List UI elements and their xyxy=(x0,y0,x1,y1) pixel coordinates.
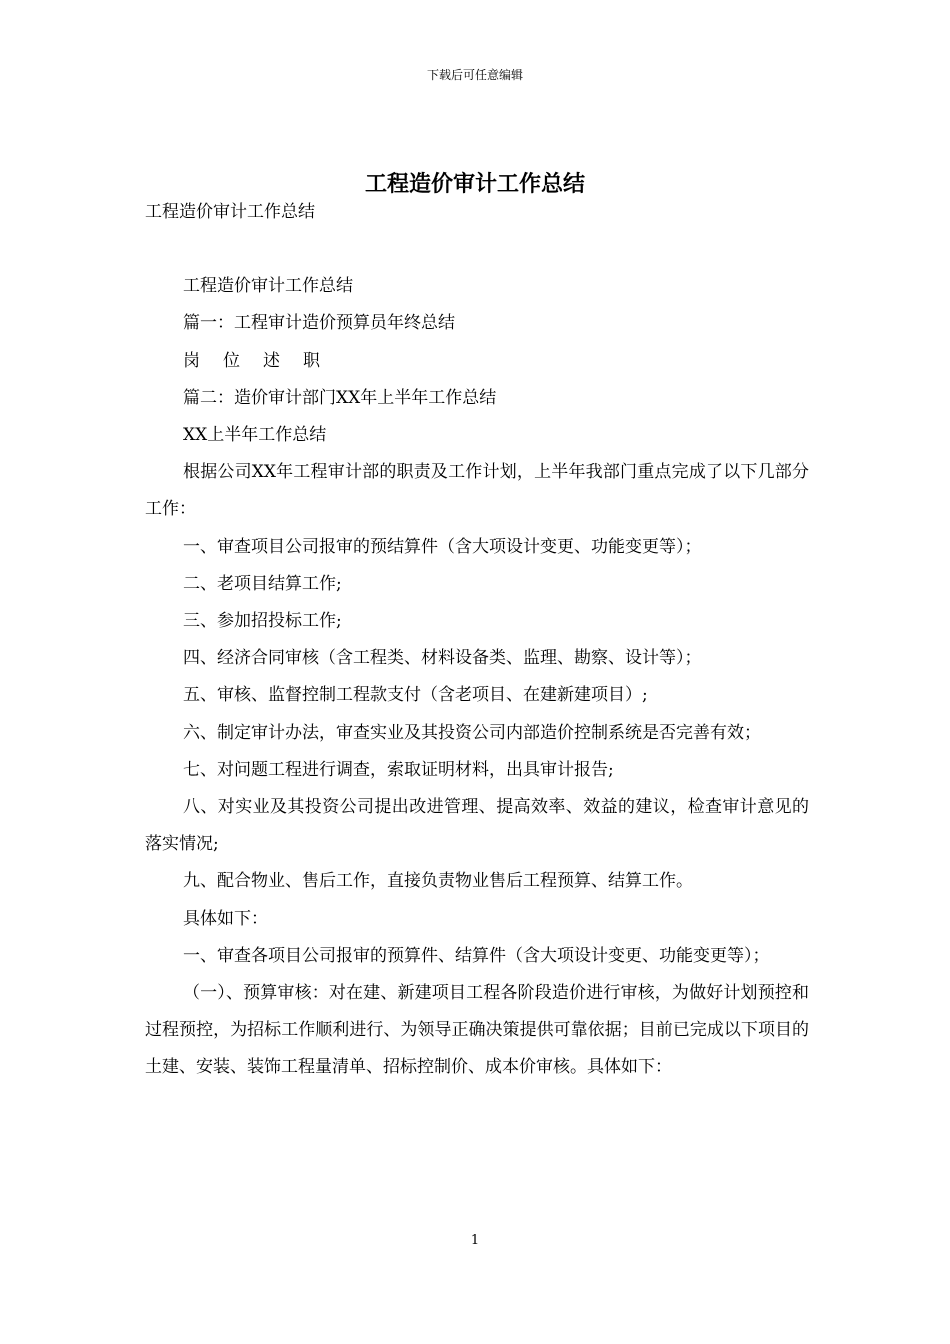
paragraph: 篇二：造价审计部门XX年上半年工作总结 xyxy=(183,387,497,408)
paragraph: 篇一：工程审计造价预算员年终总结 xyxy=(183,313,455,334)
paragraph: 根据公司XX年工程审计部的职责及工作计划，上半年我部门重点完成了以下几部分工作： xyxy=(145,462,809,520)
paragraph: 具体如下： xyxy=(183,908,268,929)
paragraph: XX上半年工作总结 xyxy=(183,425,327,446)
paragraph: 三、参加招投标工作; xyxy=(183,611,342,632)
paragraph-gap xyxy=(145,231,809,268)
paragraph: 四、经济合同审核（含工程类、材料设备类、监理、勘察、设计等）； xyxy=(183,648,702,669)
page-number: 1 xyxy=(470,1233,480,1248)
document-subtitle: 工程造价审计工作总结 xyxy=(145,202,315,222)
paragraph: 岗位述职 xyxy=(183,350,343,371)
paragraph: 二、老项目结算工作; xyxy=(183,573,342,594)
paragraph: 一、审查各项目公司报审的预算件、结算件（含大项设计变更、功能变更等）； xyxy=(183,945,770,966)
paragraph: 八、对实业及其投资公司提出改进管理、提高效率、效益的建议，检查审计意见的落实情况; xyxy=(145,797,809,855)
paragraph: 七、对问题工程进行调查，索取证明材料，出具审计报告; xyxy=(183,759,614,780)
paragraph: （一）、预算审核：对在建、新建项目工程各阶段造价进行审核，为做好计划预控和过程预控，为招标工作顺利进行、为领导正确决策提供可靠依据；目前已完成以下项目的土建、安装、装饰工程量清单、招标控制价、成本价审核。具体如下： xyxy=(145,983,809,1078)
paragraph: 九、配合物业、售后工作，直接负责物业售后工程预算、结算工作。 xyxy=(183,871,693,892)
header-note: 下载后可任意编辑 xyxy=(426,68,523,82)
document-body xyxy=(145,194,809,1087)
paragraph: 五、审核、监督控制工程款支付（含老项目、在建新建项目）; xyxy=(183,685,648,706)
paragraph: 一、审查项目公司报审的预结算件（含大项设计变更、功能变更等）； xyxy=(183,536,702,557)
paragraph: 工程造价审计工作总结 xyxy=(183,276,353,297)
document-title: 工程造价审计工作总结 xyxy=(364,171,585,197)
paragraph: 六、制定审计办法，审查实业及其投资公司内部造价控制系统是否完善有效； xyxy=(183,722,761,743)
